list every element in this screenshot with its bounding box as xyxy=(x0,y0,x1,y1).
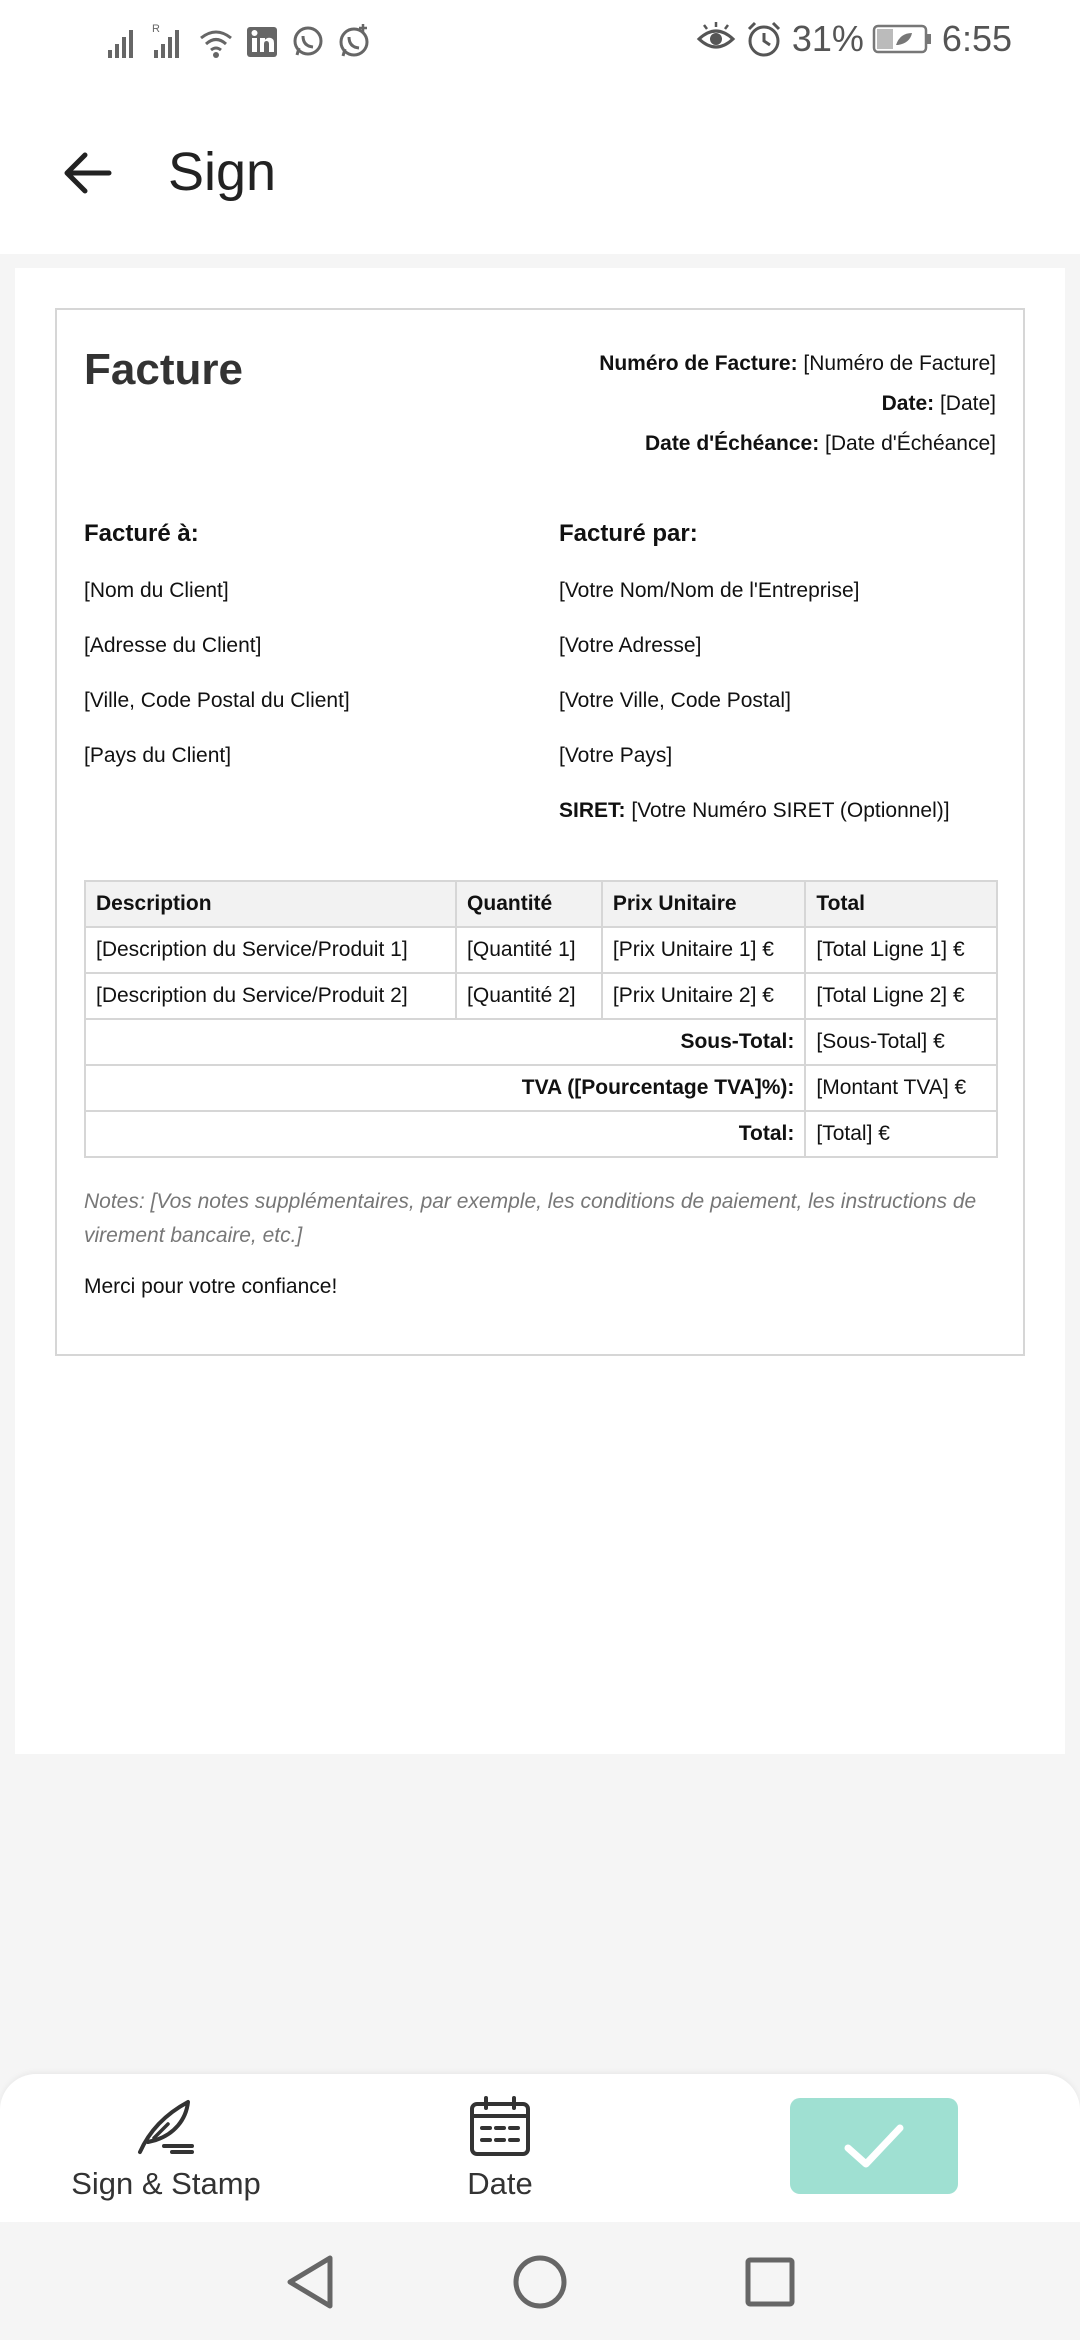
calendar-icon xyxy=(468,2094,532,2158)
subtotal-row xyxy=(85,1019,997,1065)
clock: 6:55 xyxy=(941,18,1012,59)
total-row xyxy=(85,1111,997,1157)
subtotal-label: Sous-Total: xyxy=(85,1019,805,1065)
tva-row xyxy=(85,1065,997,1111)
nav-recents-button[interactable] xyxy=(740,2252,800,2312)
battery-icon xyxy=(872,21,934,57)
invoice-date-value: [Date] xyxy=(939,392,996,415)
back-button[interactable] xyxy=(52,138,122,208)
circle-home-icon xyxy=(510,2252,570,2312)
table-cell: [Quantité 2] xyxy=(456,973,602,1019)
total-value: [Total] € xyxy=(805,1111,997,1157)
table-row xyxy=(85,973,997,1019)
invoice-number-value: [Numéro de Facture] xyxy=(803,352,996,375)
eye-icon xyxy=(696,19,736,59)
invoice-due-value: [Date d'Échéance] xyxy=(825,432,996,455)
table-header-row xyxy=(85,881,997,927)
column-header: Quantité xyxy=(456,881,602,927)
triangle-back-icon xyxy=(282,2252,338,2312)
invoice-due-label: Date d'Échéance: xyxy=(644,432,820,455)
svg-text:R: R xyxy=(152,23,160,35)
invoice-items-table xyxy=(84,880,998,1158)
table-cell: [Description du Service/Produit 1] xyxy=(85,927,456,973)
invoice-date-label: Date: xyxy=(881,392,935,415)
billed-by-heading: Facturé par: xyxy=(559,520,698,547)
siret-value: [Votre Numéro SIRET (Optionnel)] xyxy=(631,799,950,822)
table-cell: [Total Ligne 2] € xyxy=(805,973,997,1019)
checkmark-icon xyxy=(842,2114,906,2178)
sign-stamp-label: Sign & Stamp xyxy=(71,2166,261,2201)
nav-back-button[interactable] xyxy=(280,2252,340,2312)
invoice-thanks: Merci pour votre confiance! xyxy=(84,1275,338,1298)
arrow-left-icon xyxy=(61,147,113,199)
invoice-meta xyxy=(599,344,996,464)
signal-icon xyxy=(106,22,142,62)
status-icons-right xyxy=(696,18,1012,60)
tva-label: TVA ([Pourcentage TVA]%): xyxy=(85,1065,805,1111)
billed-to-section xyxy=(84,520,350,796)
nav-home-button[interactable] xyxy=(510,2252,570,2312)
client-name: [Nom du Client] xyxy=(84,579,229,602)
confirm-button[interactable] xyxy=(790,2098,958,2194)
table-cell: [Total Ligne 1] € xyxy=(805,927,997,973)
date-label: Date xyxy=(467,2166,533,2201)
wifi-icon xyxy=(198,22,234,62)
whatsapp-icon xyxy=(290,22,326,62)
billed-by-section xyxy=(559,520,950,851)
page-title: Sign xyxy=(168,142,277,202)
app-bar xyxy=(0,86,1080,254)
invoice-number-row xyxy=(599,344,996,384)
square-recents-icon xyxy=(742,2254,798,2310)
invoice-title: Facture xyxy=(84,345,243,394)
table-cell: [Prix Unitaire 1] € xyxy=(602,927,806,973)
table-cell: [Prix Unitaire 2] € xyxy=(602,973,806,1019)
linkedin-icon xyxy=(244,22,280,62)
table-cell: [Quantité 1] xyxy=(456,927,602,973)
tva-value: [Montant TVA] € xyxy=(805,1065,997,1111)
seller-name: [Votre Nom/Nom de l'Entreprise] xyxy=(559,579,860,602)
column-header: Description xyxy=(85,881,456,927)
client-city: [Ville, Code Postal du Client] xyxy=(84,689,350,712)
date-button[interactable] xyxy=(420,2094,580,2202)
status-icons-left xyxy=(106,22,372,62)
total-label: Total: xyxy=(85,1111,805,1157)
battery-percent: 31% xyxy=(791,18,864,59)
seller-country: [Votre Pays] xyxy=(559,744,673,767)
client-country: [Pays du Client] xyxy=(84,744,232,767)
table-row xyxy=(85,927,997,973)
invoice-document xyxy=(55,308,1025,1356)
invoice-notes: Notes: [Vos notes supplémentaires, par exemple, les conditions de paiement, les instructions de virement bancaire, etc.] xyxy=(84,1190,977,1247)
invoice-date-row xyxy=(599,384,996,424)
status-bar xyxy=(0,0,1080,86)
alarm-icon xyxy=(744,19,784,59)
subtotal-value: [Sous-Total] € xyxy=(805,1019,997,1065)
billed-to-heading: Facturé à: xyxy=(84,520,199,547)
column-header: Total xyxy=(805,881,997,927)
signal-roaming-icon xyxy=(152,22,188,62)
seller-address: [Votre Adresse] xyxy=(559,634,702,657)
system-nav-bar xyxy=(0,2222,1080,2340)
client-address: [Adresse du Client] xyxy=(84,634,262,657)
siret-label: SIRET: xyxy=(559,799,626,822)
table-cell: [Description du Service/Produit 2] xyxy=(85,973,456,1019)
seller-siret xyxy=(559,796,950,851)
quill-pen-icon xyxy=(134,2094,198,2158)
whatsapp-business-icon xyxy=(336,22,372,62)
seller-city: [Votre Ville, Code Postal] xyxy=(559,689,791,712)
invoice-due-row xyxy=(599,424,996,464)
bottom-toolbar xyxy=(0,2074,1080,2222)
invoice-number-label: Numéro de Facture: xyxy=(599,352,798,375)
document-canvas[interactable] xyxy=(15,268,1065,1754)
sign-stamp-button[interactable] xyxy=(60,2094,272,2202)
column-header: Prix Unitaire xyxy=(602,881,806,927)
